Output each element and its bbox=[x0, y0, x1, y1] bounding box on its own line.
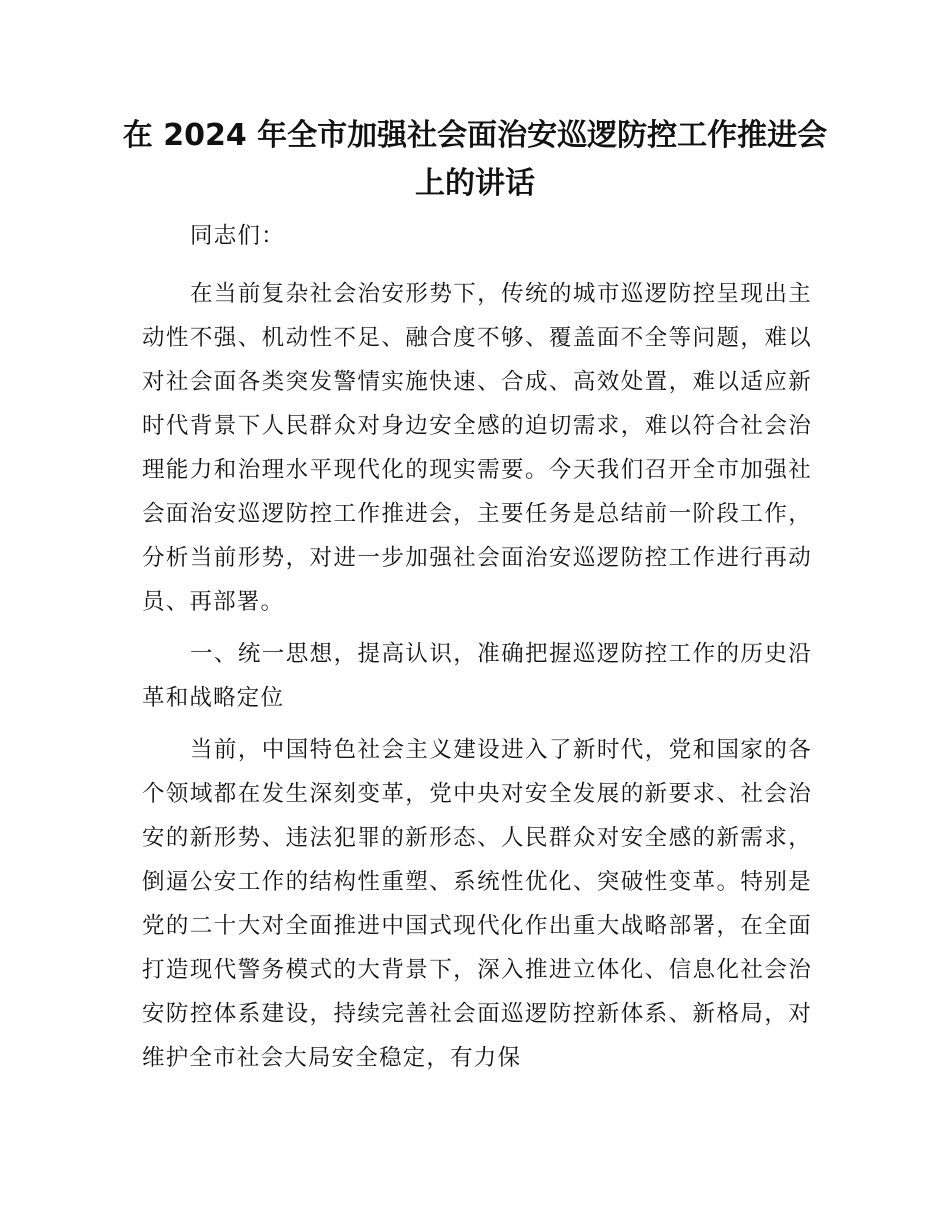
paragraph-section-1: 当前，中国特色社会主义建设进入了新时代，党和国家的各个领域都在发生深刻变革，党中央对安全发展的新要求、社会治安的新形势、违法犯罪的新形态、人民群众对安全感的新需求，倒逼公安工作的结构性重塑、系统性优化、突破性变革。特别是党的二十大对全面推进中国式现代化作出重大战略部署，在全面打造现代警务模式的大背景下，深入推进立体化、信息化社会治安防控体系建设，持续完善社会面巡逻防控新体系、新格局，对维护全市社会大局安全稳定，有力保 bbox=[142, 737, 812, 1071]
document-body bbox=[142, 214, 812, 1088]
paragraph-intro: 在当前复杂社会治安形势下，传统的城市巡逻防控呈现出主动性不强、机动性不足、融合度不够、覆盖面不全等问题，难以对社会面各类突发警情实施快速、合成、高效处置，难以适应新时代背景下人民群众对身边安全感的迫切需求，难以符合社会治理能力和治理水平现代化的现实需要。今天我们召开全市加强社会面治安巡逻防控工作推进会，主要任务是总结前一阶段工作，分析当前形势，对进一步加强社会面治安巡逻防控工作进行再动员、再部署。 bbox=[142, 281, 812, 615]
document-title: 在 2024 年全市加强社会面治安巡逻防控工作推进会上的讲话 bbox=[122, 118, 828, 201]
section-heading-1: 一、统一思想，提高认识，准确把握巡逻防控工作的历史沿革和战略定位 bbox=[142, 641, 812, 711]
greeting: 同志们： bbox=[190, 223, 285, 249]
